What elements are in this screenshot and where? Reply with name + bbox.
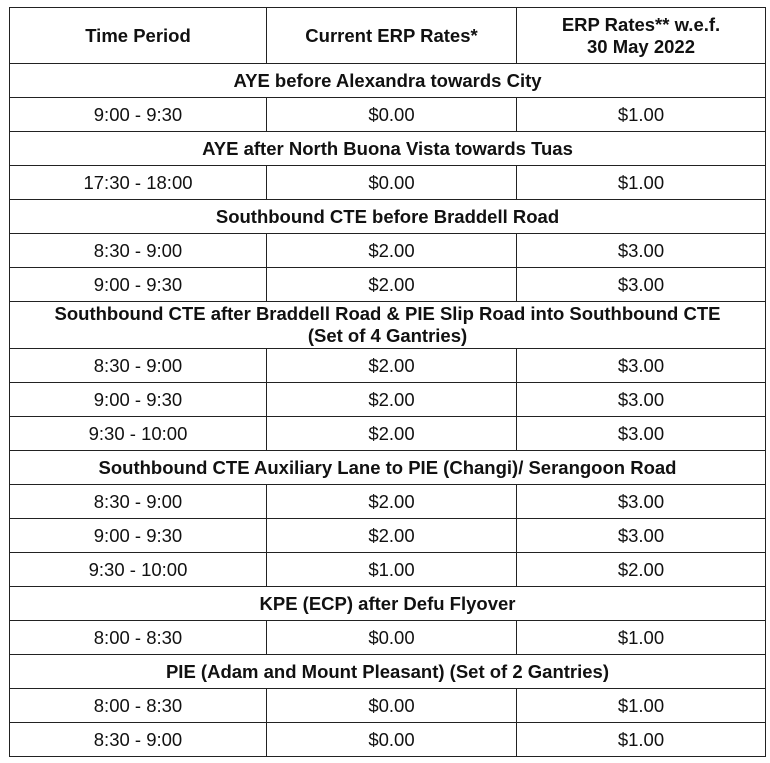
section-title-row	[10, 587, 766, 621]
cell-time-period: 9:30 - 10:00	[10, 417, 267, 451]
cell-new-rate: $3.00	[517, 485, 766, 519]
table-row	[10, 553, 766, 587]
cell-time-period: 17:30 - 18:00	[10, 166, 267, 200]
cell-time-period: 9:00 - 9:30	[10, 519, 267, 553]
header-new-rates-line2: 30 May 2022	[586, 35, 695, 57]
header-current-rates: Current ERP Rates*	[267, 8, 517, 64]
cell-current-rate: $0.00	[267, 689, 517, 723]
section-title-text: AYE before Alexandra towards City	[233, 69, 542, 91]
cell-time-period: 8:30 - 9:00	[10, 349, 267, 383]
section-title	[10, 655, 766, 689]
cell-new-rate: $1.00	[517, 689, 766, 723]
cell-current-rate: $0.00	[267, 723, 517, 757]
cell-time-period: 8:00 - 8:30	[10, 689, 267, 723]
table-row	[10, 166, 766, 200]
section-title-text: AYE after North Buona Vista towards Tuas	[202, 137, 573, 159]
section-title	[10, 132, 766, 166]
section-title-row	[10, 132, 766, 166]
cell-current-rate: $0.00	[267, 621, 517, 655]
cell-current-rate: $1.00	[267, 553, 517, 587]
table-row	[10, 234, 766, 268]
header-time-period: Time Period	[10, 8, 267, 64]
cell-new-rate: $3.00	[517, 234, 766, 268]
cell-current-rate: $2.00	[267, 349, 517, 383]
cell-new-rate: $1.00	[517, 166, 766, 200]
cell-current-rate: $2.00	[267, 519, 517, 553]
cell-new-rate: $3.00	[517, 268, 766, 302]
cell-time-period: 8:30 - 9:00	[10, 234, 267, 268]
erp-rates-table-body	[10, 8, 766, 757]
section-title-text: PIE (Adam and Mount Pleasant) (Set of 2 Gantries)	[165, 660, 610, 682]
cell-new-rate: $1.00	[517, 98, 766, 132]
section-subtitle-text: (Set of 4 Gantries)	[307, 325, 468, 346]
cell-time-period: 9:00 - 9:30	[10, 383, 267, 417]
section-title-text: Southbound CTE after Braddell Road & PIE Slip Road into Southbound CTE	[54, 303, 721, 324]
section-title	[10, 451, 766, 485]
header-row	[10, 8, 766, 64]
table-row	[10, 268, 766, 302]
cell-new-rate: $3.00	[517, 417, 766, 451]
table-row	[10, 621, 766, 655]
header-new-rates-line1: ERP Rates** w.e.f.	[561, 13, 721, 35]
erp-rates-table	[9, 7, 766, 757]
cell-new-rate: $1.00	[517, 723, 766, 757]
cell-current-rate: $0.00	[267, 166, 517, 200]
cell-current-rate: $2.00	[267, 234, 517, 268]
section-title	[10, 587, 766, 621]
cell-new-rate: $1.00	[517, 621, 766, 655]
table-row	[10, 349, 766, 383]
table-row	[10, 723, 766, 757]
cell-new-rate: $3.00	[517, 519, 766, 553]
table-row	[10, 417, 766, 451]
section-title-row	[10, 451, 766, 485]
table-row	[10, 383, 766, 417]
section-title-row	[10, 200, 766, 234]
cell-new-rate: $3.00	[517, 349, 766, 383]
cell-new-rate: $2.00	[517, 553, 766, 587]
cell-time-period: 9:00 - 9:30	[10, 268, 267, 302]
cell-current-rate: $2.00	[267, 417, 517, 451]
table-row	[10, 689, 766, 723]
cell-time-period: 8:30 - 9:00	[10, 485, 267, 519]
cell-new-rate: $3.00	[517, 383, 766, 417]
section-title-row	[10, 655, 766, 689]
header-new-rates	[517, 8, 766, 64]
cell-time-period: 9:00 - 9:30	[10, 98, 267, 132]
table-row	[10, 98, 766, 132]
section-title	[10, 200, 766, 234]
cell-current-rate: $2.00	[267, 383, 517, 417]
table-row	[10, 485, 766, 519]
cell-time-period: 8:30 - 9:00	[10, 723, 267, 757]
table-row	[10, 519, 766, 553]
section-title-text: KPE (ECP) after Defu Flyover	[259, 592, 516, 614]
cell-time-period: 8:00 - 8:30	[10, 621, 267, 655]
section-title-row	[10, 302, 766, 349]
cell-current-rate: $2.00	[267, 485, 517, 519]
section-title	[10, 302, 766, 349]
section-title-text: Southbound CTE before Braddell Road	[215, 205, 560, 227]
cell-time-period: 9:30 - 10:00	[10, 553, 267, 587]
section-title	[10, 64, 766, 98]
cell-current-rate: $2.00	[267, 268, 517, 302]
cell-current-rate: $0.00	[267, 98, 517, 132]
section-title-text: Southbound CTE Auxiliary Lane to PIE (Changi)/ Serangoon Road	[98, 456, 677, 478]
section-title-row	[10, 64, 766, 98]
